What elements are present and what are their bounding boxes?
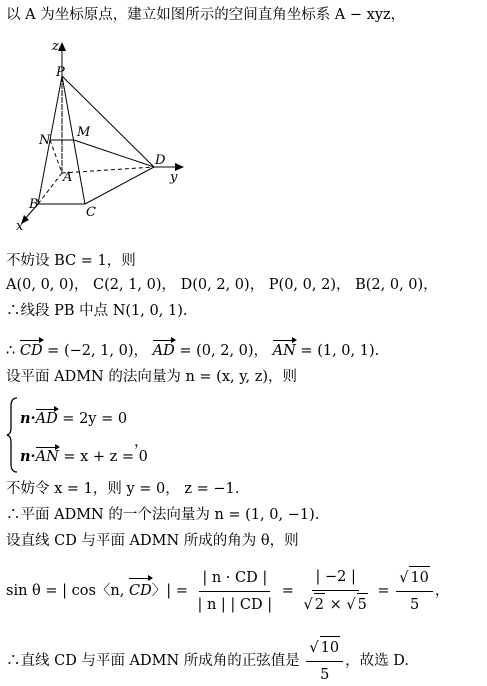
vector-cd-value: = (−2, 1, 0)，	[42, 343, 149, 359]
label-C: C	[86, 205, 96, 220]
label-D: D	[155, 153, 166, 168]
eq2-n: n·	[20, 448, 36, 465]
sqrt-10: 10	[320, 636, 340, 659]
line-coordinates: A(0, 0, 0)， C(2, 1, 0)， D(0, 2, 0)， P(0, 0, 2)， B(2, 0, 0)，	[6, 277, 438, 293]
vector-ad-value: = (0, 2, 0)，	[174, 343, 269, 359]
sine-vector-cd: CD	[129, 580, 152, 602]
fraction-result	[396, 566, 433, 616]
label-B: B	[29, 197, 39, 212]
eq1-vector-ad: AD	[35, 411, 58, 427]
therefore-symbol: ∴	[6, 343, 20, 359]
equation-row-2	[20, 448, 148, 465]
edge-CD	[85, 167, 154, 204]
fraction-result-den: 5	[409, 597, 420, 613]
eq1-rhs: = 2y = 0	[57, 411, 128, 427]
eq2-vector-an: AN	[35, 449, 59, 465]
eq1-n: n·	[20, 410, 36, 427]
pyramid-figure	[12, 38, 202, 238]
vector-cd: CD	[19, 343, 43, 359]
eq2-rhs: = x + z = 0	[58, 449, 148, 465]
sqrt-10: 10	[409, 566, 429, 589]
sqrt-sign: √	[399, 570, 409, 586]
line-assume-bc: 不妨设 BC = 1，则	[6, 253, 136, 269]
conclusion-answer: ，故选 D.	[345, 653, 409, 669]
line-normal-vector-result: ∴平面 ADMN 的一个法向量为 n = (1, 0, −1).	[6, 507, 320, 523]
label-M: M	[77, 125, 91, 140]
edge-NA	[50, 140, 62, 173]
line-conclusion	[6, 636, 409, 686]
z-arrow	[58, 42, 66, 51]
label-A: A	[63, 170, 73, 185]
conclusion-text: ∴直线 CD 与平面 ADMN 所成角的正弦值是	[6, 653, 300, 669]
equals-sign: =	[281, 583, 294, 599]
label-P: P	[56, 65, 65, 80]
times-sqrt: × √	[324, 597, 356, 613]
sqrt-sign: √	[309, 640, 319, 656]
conclusion-fraction-den: 5	[320, 667, 330, 683]
conclusion-fraction	[306, 636, 343, 686]
line-vectors	[6, 342, 379, 360]
sine-lhs: sin θ = | cos〈n,	[6, 583, 129, 599]
vector-ad: AD	[152, 343, 175, 359]
line-midpoint-n: ∴线段 PB 中点 N(1, 0, 1).	[6, 303, 188, 319]
fraction-result-num	[396, 566, 433, 592]
fraction-dot-product	[194, 567, 275, 616]
x-axis-hidden	[38, 173, 62, 204]
label-N: N	[39, 133, 51, 148]
sqrt-2: 2	[314, 593, 325, 616]
fraction-values-den	[301, 591, 371, 616]
conclusion-fraction-num	[306, 636, 343, 662]
label-x: x	[16, 219, 24, 234]
left-brace	[6, 396, 20, 474]
y-axis-hidden	[62, 167, 154, 173]
fraction-dot-product-num: | n · CD |	[199, 567, 270, 592]
vector-an-value: = (1, 0, 1).	[295, 343, 380, 359]
line-intro: 以 A 为坐标原点，建立如图所示的空间直角坐标系 A − xyz，	[6, 7, 406, 23]
sqrt-sign: √	[303, 597, 313, 613]
fraction-values	[301, 566, 371, 616]
line-sine-computation: sin θ = | cos〈n, CD〉| = $\frac{| n \cdot CD |}{| n | | CD |}$ = $\frac{| -2 |}{√ 2 \times √ 5}$ = $\frac{√ 10}{5}$ ，	[6, 566, 449, 616]
sqrt-5: 5	[357, 593, 368, 616]
fraction-values-num: | −2 |	[312, 566, 358, 591]
equation-row-1	[20, 410, 127, 427]
equation-system	[6, 396, 226, 474]
equation-comma: ，	[134, 434, 149, 450]
sine-abs-close: 〉| =	[151, 583, 188, 599]
fraction-dot-product-den: | n | | CD |	[197, 596, 273, 613]
line-normal-vector-setup: 设平面 ADMN 的法向量为 n = (x, y, z)，则	[6, 369, 297, 385]
label-z: z	[52, 39, 59, 54]
line-angle-setup: 设直线 CD 与平面 ADMN 所成的角为 θ，则	[6, 533, 299, 549]
label-y: y	[170, 170, 178, 185]
vector-an: AN	[272, 343, 296, 359]
edge-MD	[74, 140, 154, 167]
sine-comma: ，	[434, 583, 450, 599]
line-let-x: 不妨令 x = 1，则 y = 0， z = −1.	[6, 481, 240, 497]
